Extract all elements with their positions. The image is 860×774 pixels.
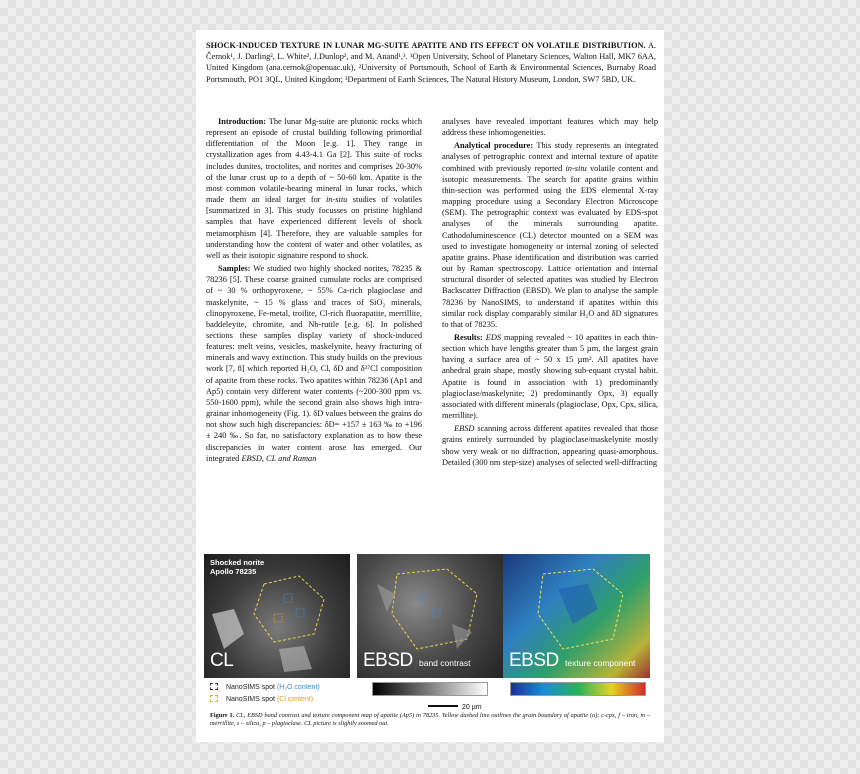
ebsd-paragraph <box>442 423 658 468</box>
analytical-italic: in-situ <box>565 163 587 173</box>
h2o-spot-icon <box>210 683 218 690</box>
legend-cl-prefix: NanoSIMS spot <box>225 696 275 703</box>
results-italic: EDS <box>485 332 502 342</box>
paper-header <box>206 40 656 85</box>
legend-h2o-text: (H₂O content) <box>276 684 320 691</box>
scale-bar-label: 20 µm <box>462 704 482 711</box>
texture-component-sublabel: texture component <box>565 658 636 668</box>
figure-caption <box>210 712 650 729</box>
right-column <box>442 116 658 470</box>
paper-page <box>196 30 664 742</box>
analytical-heading: Analytical procedure: <box>454 141 534 151</box>
introduction-italic: in-situ <box>325 195 348 205</box>
ebsd-text: scanning across different apatites revealed that those grains entirely surrounded by plagioclase/maskelynite mostly show very weak or no diffraction, appearing quasi-amorphous. Detailed (300 nm step-size) analyses of selected well-diffracting <box>442 424 658 467</box>
continuation-text: analyses have revealed important features which may help address these inhomogeneities. <box>442 117 658 138</box>
cl-panel-label: CL <box>210 650 234 671</box>
texture-component-label: EBSD <box>509 650 559 671</box>
figure-1 <box>204 552 656 734</box>
results-text: mapping revealed ~ 10 apatites in each thin-section which have lengths greater than 5 µm, the largest grain having a surface area of ~ 50 x 15 µm². All apatites have anhedral grain shape, mostly showing sub-equant crystal habit. Apatite is found in association with 1) predominantly plagioclase/maskelynite; 2) predominantly Opx, 3) equally associated with different minerals (plagioclase, Opx, Cpx, silica, merrillite). <box>442 332 658 421</box>
caption-heading: Figure 1. <box>210 712 235 719</box>
legend-h2o-prefix: NanoSIMS spot <box>225 684 275 691</box>
legend-h2o <box>210 682 320 694</box>
cl-spot-icon <box>210 695 218 702</box>
cl-image-panel <box>204 554 350 678</box>
introduction-text-2: studies of volatiles [summarized in 3]. This study focusses on pristine highland samples that have experienced different levels of shock metamorphism [4]. Therefore, they are valuable samples for understanding how the content of water and other volatiles, as well as their isotopic signature respond to shock. <box>206 195 423 260</box>
caption-text: CL, EBSD band contrast and texture component map of apatite (Ap5) in 78235. Yellow dashed line outlines the grain boundary of apatite (a); c-cpx, f – iron, m – merrillite, s – silica, p – plagioclase. CL picture is slightly zoomed out. <box>210 712 650 728</box>
introduction-text: The lunar Mg-suite are plutonic rocks which represent an episode of crustal building following primordial differentiation of the Moon [e.g. 1]. They range in crystallization ages from 4.43-4.1 Ga [2]. This suite of rocks includes dunites, troctolites, and norites and comprises 20-30% of the lunar crust up to a depth of ~ 50-60 km. Apatite is the most common volatile-bearing mineral in lunar rocks, which made them an ideal target for <box>206 117 422 205</box>
results-heading: Results: <box>454 332 483 342</box>
ebsd-band-contrast-panel <box>357 554 503 678</box>
legend-cl-text: (Cl content) <box>276 696 314 703</box>
left-column <box>206 116 422 466</box>
continuation-paragraph <box>442 116 658 138</box>
samples-heading: Samples: <box>218 264 251 274</box>
band-contrast-label: EBSD <box>363 650 413 671</box>
introduction-heading: Introduction: <box>218 117 267 126</box>
legend-cl <box>210 694 320 706</box>
band-contrast-sublabel: band contrast <box>419 658 471 668</box>
cl-panel-title: Shocked norite Apollo 78235 <box>210 558 265 576</box>
paper-authors: A. Černok¹, J. Darling², L. White², J.Dunlop², and M. Anand¹,³. ¹Open University, School of Planetary Sciences, Walton Hall, MK7 6AA, United Kingdom (ana.cernok@openuac.uk), ²University of Portsmouth, School of Earth & Environmental Sciences, Burnaby Road Portsmouth, PO1 3QL, United Kingdom; ³Department of Earth Sciences, The Natural History Museum, London, SW7 5BD, UK. <box>206 41 657 84</box>
results-paragraph <box>442 332 658 421</box>
paper-title: SHOCK-INDUCED TEXTURE IN LUNAR MG-SUITE APATITE AND ITS EFFECT ON VOLATILE DISTRIBUTION. <box>206 41 646 50</box>
introduction-paragraph <box>206 116 422 261</box>
ebsd-italic: EBSD <box>454 424 475 434</box>
analytical-text: This study represents an integrated analyses of petrographic context and internal texture of apatite combined with previously reported <box>442 141 658 173</box>
samples-paragraph <box>206 263 422 464</box>
scale-bar-line <box>428 705 458 707</box>
samples-italic: EBSD, CL and Raman <box>241 453 317 463</box>
texture-component-colorbar <box>510 682 646 696</box>
scale-bar <box>428 704 482 711</box>
samples-text: We studied two highly shocked norites, 78235 & 78236 [5]. These coarse grained cumulate rocks are comprised of ~ 30 % orthopyroxene, ~ 55% Ca-rich plagioclase and maskelynite, ~ 15 % glass and traces of SiO₂ minerals, clinopyroxene, Fe-metal, troilite, Cl-rich fluorapatite, merrillite, baddeleyite, chromite, and Nb-rutile [e.g. 6]. In polished sections these samples display variety of shock-induced features: melt veins, vesicles, maskelynite, heavy fracturing of minerals and wavy extinction. This study builds on the previous work [7, 8] which reported H₂O, Cl, δD and δ³⁷Cl composition of apatite from these rocks. Two apatites within 78236 (Ap1 and Ap5) contain very different water contents (~200-300 ppm vs. 550-1600 ppm), while the second grain also shows high intra-grainar inhomogeneity (Fig. 1). δD values between the grains do not show such high discrepancies: δD= +157 ± 163 ‰ to +196 ± 240 ‰. So far, no satisfactory explanation as to how these discrepancies in water content arose has emerged. Our integrated <box>206 264 422 463</box>
band-contrast-colorbar <box>372 682 488 696</box>
ebsd-texture-component-panel <box>503 554 650 678</box>
analytical-text-2: volatile content and isotopic measurements. The search for apatite grains within thin-section was performed using the EDS elemental X-ray mapping procedure using a Secondary Electron Microscope (SEM). The petrographic context was evaluated by EDS-spot analyses of the minerals surrounding apatite. Cathodoluminescence (CL) detector mounted on a SEM was used to investigate homogeneity or internal zoning of selected apatite grains. Phase identification and distribution was carried out by Raman spectroscopy. Lattice orientation and internal structural disorder of selected apatites was studied by Electron Backscatter Diffraction (EBSD). We plan to analyse the sample 78236 by NanoSIMS, to understand if apatites within this similar rock display comparably similar H₂O and δD signatures to that of 78235. <box>442 163 658 329</box>
analytical-paragraph <box>442 140 658 330</box>
figure-legend <box>210 682 320 706</box>
